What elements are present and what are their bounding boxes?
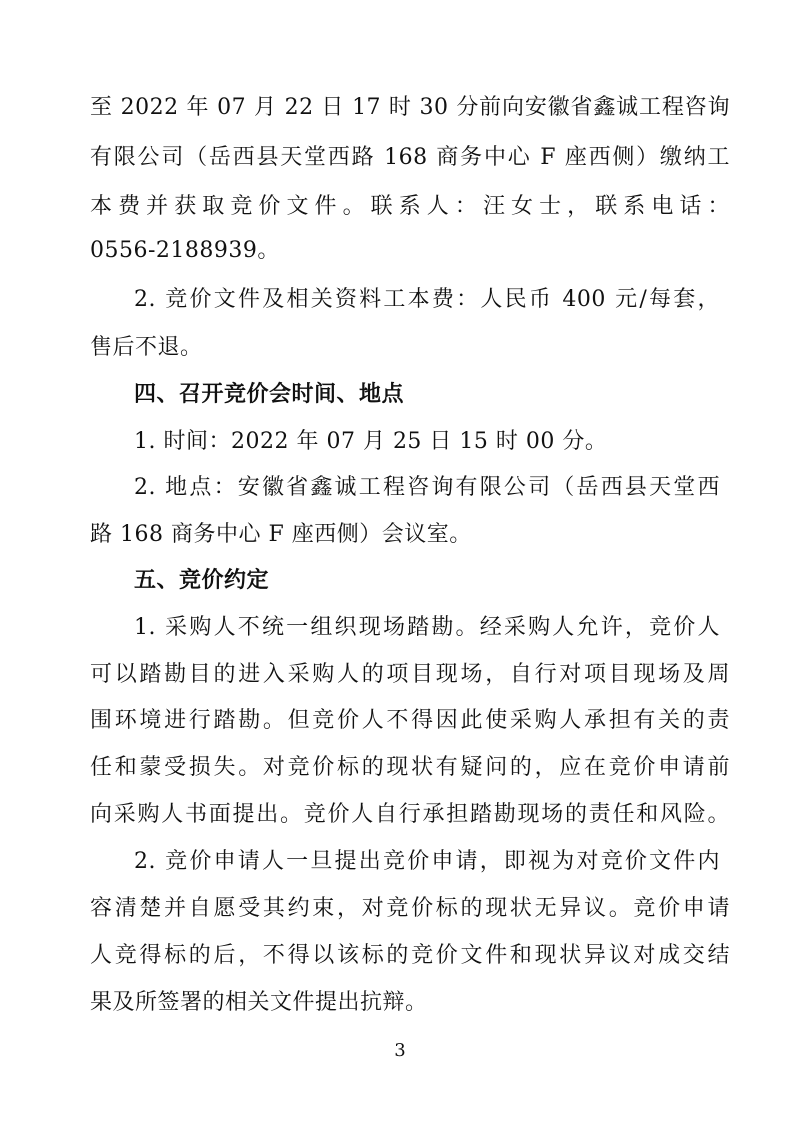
body-text-line: 2. 地点：安徽省鑫诚工程咨询有限公司（岳西县天堂西 bbox=[134, 475, 720, 500]
body-text-line: 路 168 商务中心 F 座西侧）会议室。 bbox=[90, 522, 472, 547]
body-text-line: 2. 竞价文件及相关资料工本费：人民币 400 元/每套， bbox=[134, 287, 720, 312]
body-text-line: 本费并获取竞价文件。联系人：汪女士，联系电话： bbox=[90, 194, 730, 219]
body-text-line: 售后不退。 bbox=[90, 335, 203, 360]
body-text-line: 0556-2188939。 bbox=[90, 238, 280, 263]
body-text-line: 容清楚并自愿受其约束，对竞价标的现状无异议。竞价申请 bbox=[90, 896, 730, 921]
body-text-line: 人竞得标的后，不得以该标的竞价文件和现状异议对成交结 bbox=[90, 943, 730, 968]
body-text-line: 有限公司（岳西县天堂西路 168 商务中心 F 座西侧）缴纳工 bbox=[90, 145, 730, 170]
body-text-line: 1. 采购人不统一组织现场踏勘。经采购人允许，竞价人 bbox=[134, 615, 720, 640]
body-text-line: 向采购人书面提出。竞价人自行承担踏勘现场的责任和风险。 bbox=[90, 802, 730, 827]
body-text-line: 2. 竞价申请人一旦提出竞价申请，即视为对竞价文件内 bbox=[134, 849, 720, 874]
body-text-line: 1. 时间：2022 年 07 月 25 日 15 时 00 分。 bbox=[134, 429, 608, 454]
body-text-line: 任和蒙受损失。对竞价标的现状有疑问的，应在竞价申请前 bbox=[90, 755, 730, 780]
body-text-line: 可以踏勘目的进入采购人的项目现场，自行对项目现场及周 bbox=[90, 662, 730, 687]
body-text-line: 果及所签署的相关文件提出抗辩。 bbox=[90, 990, 428, 1015]
body-text-line: 围环境进行踏勘。但竞价人不得因此使采购人承担有关的责 bbox=[90, 708, 730, 733]
page-number: 3 bbox=[394, 1040, 406, 1061]
body-text-line: 至 2022 年 07 月 22 日 17 时 30 分前向安徽省鑫诚工程咨询 bbox=[90, 95, 730, 120]
section-heading: 五、竞价约定 bbox=[134, 568, 270, 593]
section-heading: 四、召开竞价会时间、地点 bbox=[134, 382, 405, 407]
